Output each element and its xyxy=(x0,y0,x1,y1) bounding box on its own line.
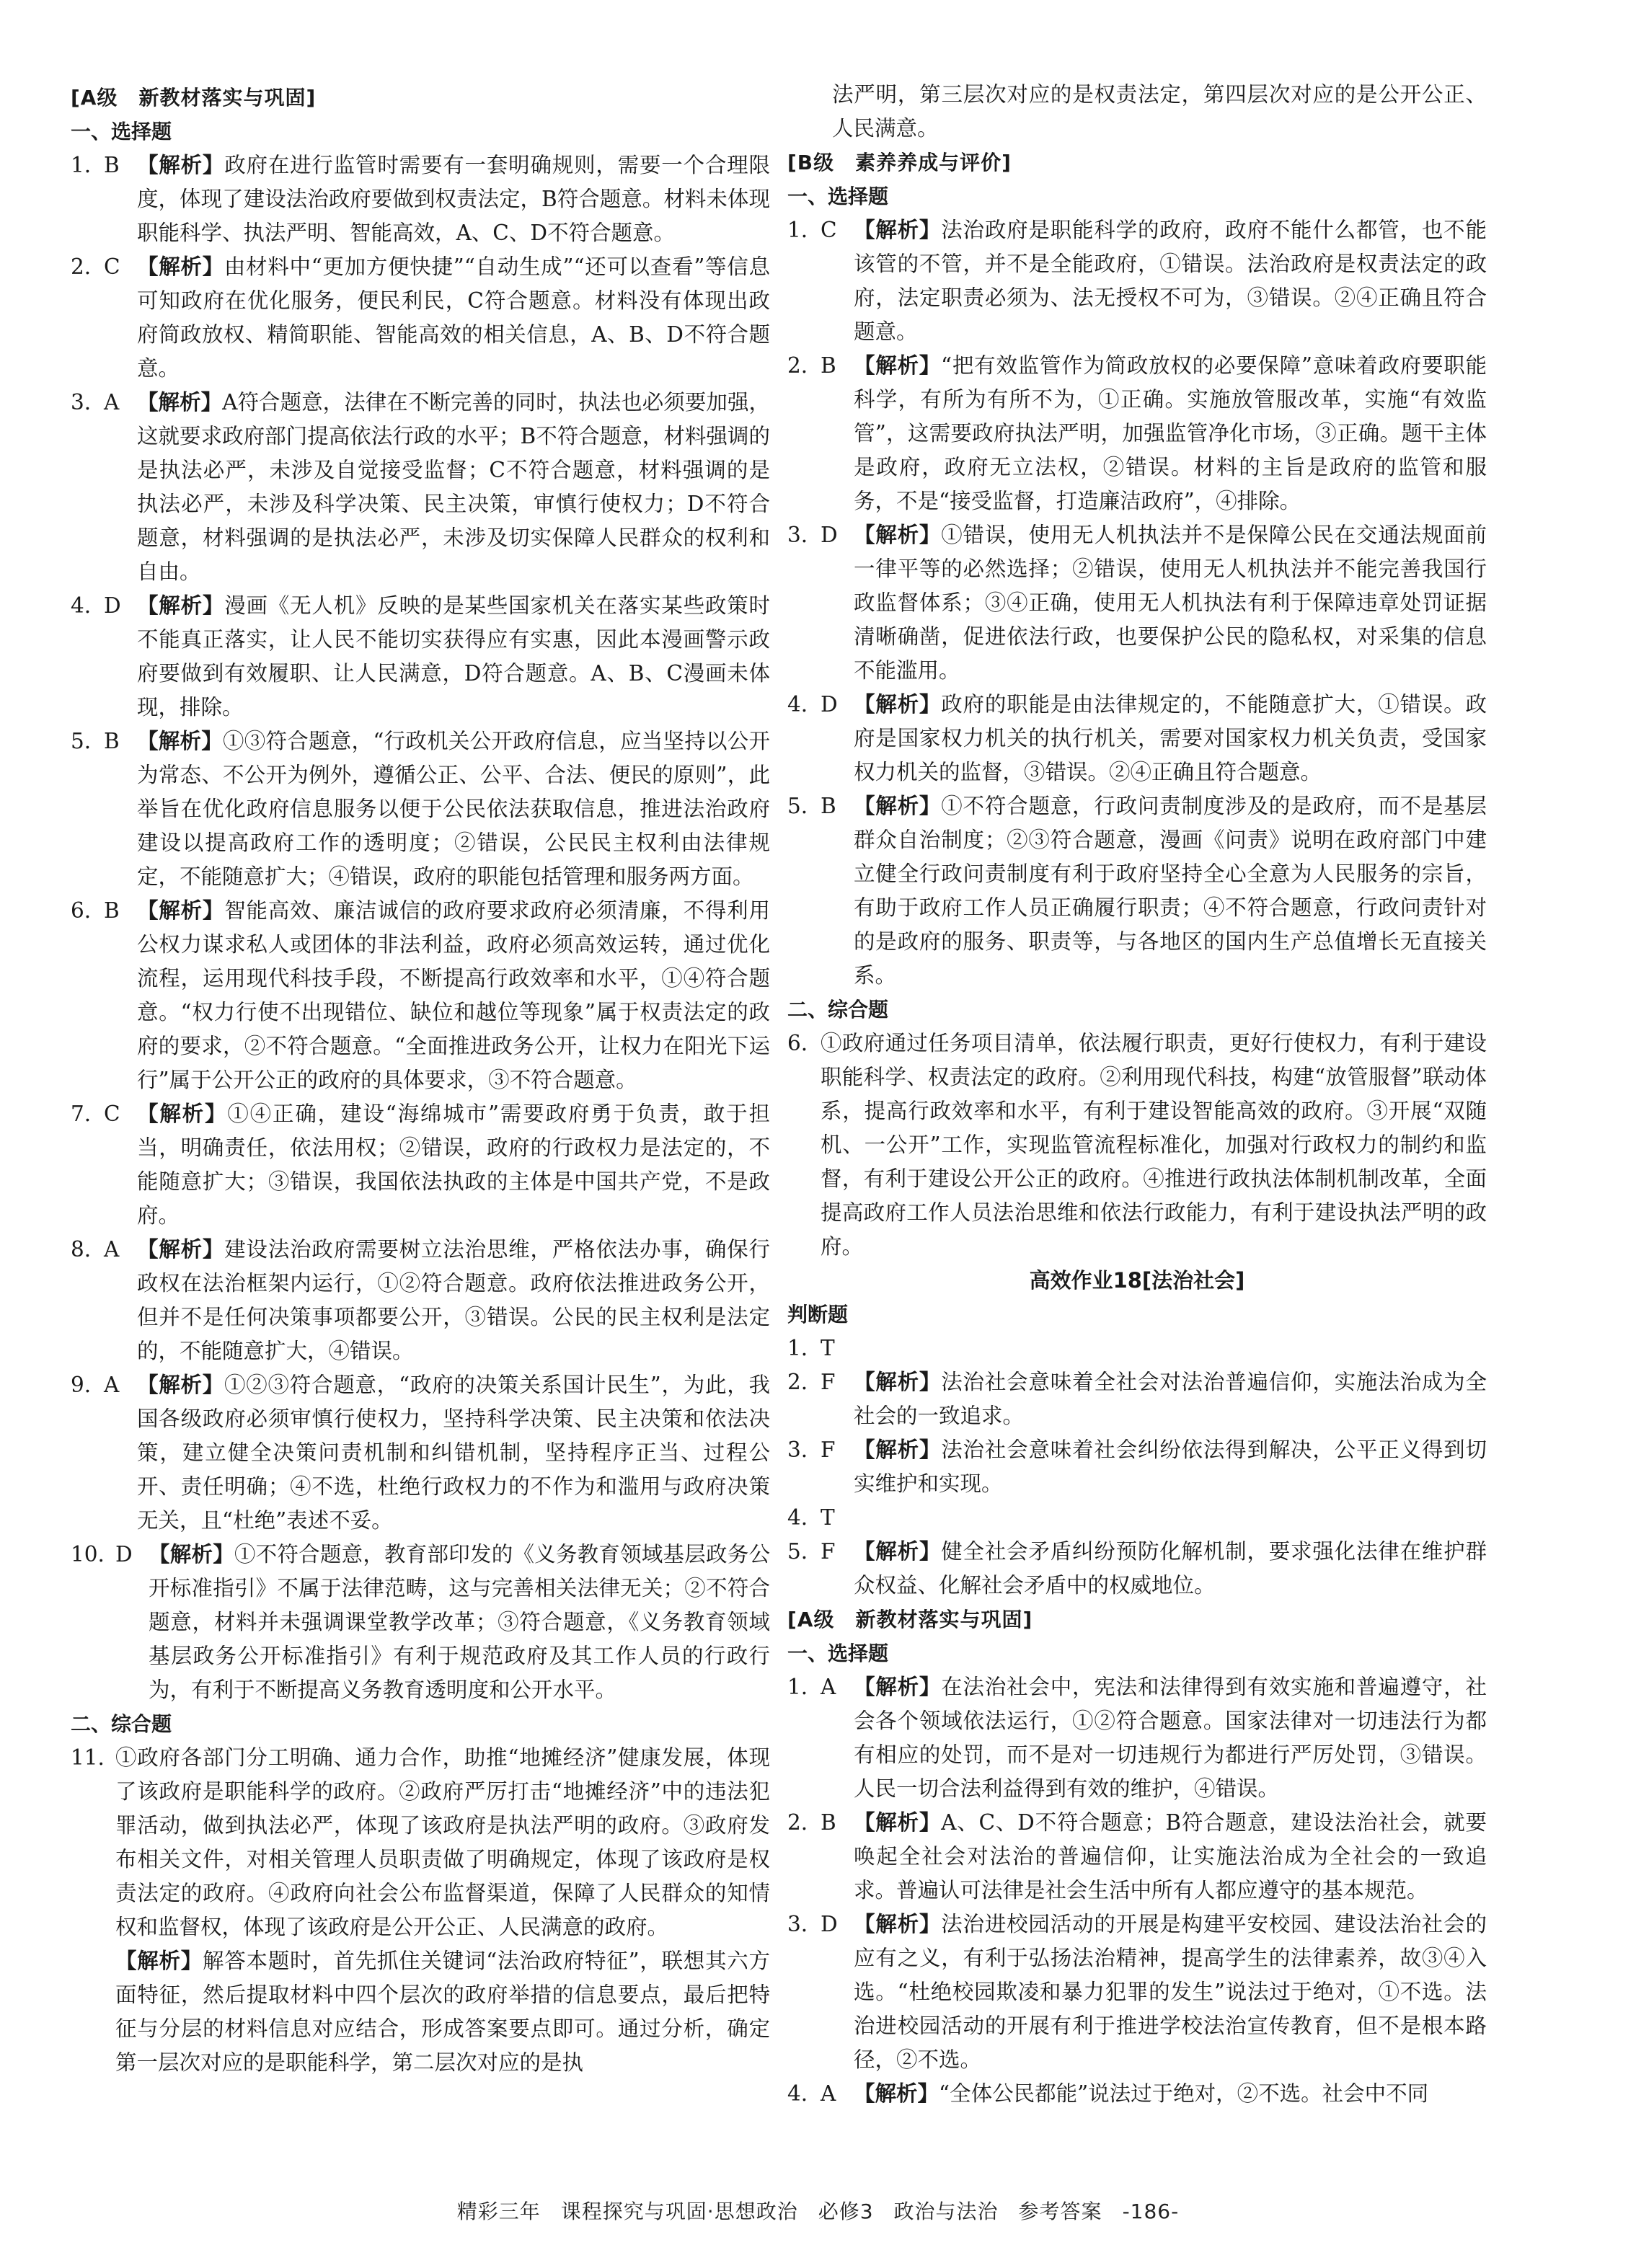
item-number: 11. xyxy=(71,1745,105,1770)
item-explanation xyxy=(854,349,1487,518)
section-heading-b: [B级 素养养成与评价] xyxy=(787,151,1012,174)
analysis-text: 政府在进行监管时需要有一套明确规则，需要一个合理限度，体现了建设法治政府要做到权责法定，B符合题意。材料未体现职能科学、执法严明、智能高效，A、C、D不符合题意。 xyxy=(137,153,770,245)
analysis-text: ①不符合题意，教育部印发的《义务教育领域基层政务公开标准指引》不属于法律范畴，这与完善相关法律无关；②不符合题意，材料并未强调课堂教学改革；③符合题意，《义务教育领域基层政务公开标准指引》有利于规范政府及其工作人员的行政行为，有利于不断提高义务教育透明度和公开水平。 xyxy=(149,1542,770,1702)
right-column xyxy=(787,78,1487,2111)
left-column xyxy=(71,81,770,2080)
analysis-tag: 【解析】 xyxy=(137,1373,225,1397)
analysis-text: ①不符合题意，行政问责制度涉及的是政府，而不是基层群众自治制度；②③符合题意，漫画《问责》说明在政府部门中建立健全行政问责制度有利于政府坚持全心全意为人民服务的宗旨，有助于政府工作人员正确履行职责；④不符合题意，行政问责针对的是政府的服务、职责等，与各地区的国内生产总值增长无直接关系。 xyxy=(854,794,1487,988)
analysis-tag: 【解析】 xyxy=(137,729,224,753)
analysis-tag: 【解析】 xyxy=(137,390,223,415)
item-explanation xyxy=(137,386,770,589)
answer-item xyxy=(787,1501,1487,1535)
answer-item xyxy=(71,894,770,1097)
item-number: 1. xyxy=(787,218,808,242)
analysis-tag: 【解析】 xyxy=(137,1102,228,1126)
analysis-text: ①错误，使用无人机执法并不是保障公民在交通法规面前一律平等的必然选择；②错误，使用无人机执法并不能完善我国行政监督体系；③④正确，使用无人机执法有利于保障违章处罚证据清晰确凿，促进依法行政，也要保护公民的隐私权，对采集的信息不能滥用。 xyxy=(854,523,1487,683)
answer-item xyxy=(787,1433,1487,1501)
item-number: 8. xyxy=(71,1237,92,1262)
item-answer-letter: F xyxy=(821,1370,836,1394)
item-number: 2. xyxy=(71,254,92,279)
item-answer-letter: D xyxy=(821,1912,838,1936)
item-answer-letter: C xyxy=(104,1102,120,1126)
answer-item xyxy=(787,213,1487,349)
analysis-text: 建设法治政府需要树立法治思维，严格依法办事，确保行政权在法治框架内运行，①②符合题意。政府依法推进政务公开，但并不是任何决策事项都要公开，③错误。公民的民主权利是法定的，不能随意扩大，④错误。 xyxy=(137,1237,770,1363)
analysis-tag: 【解析】 xyxy=(854,2081,939,2106)
analysis-tag: 【解析】 xyxy=(137,153,225,177)
right-answer-list xyxy=(787,213,1487,993)
judge-heading: 判断题 xyxy=(787,1303,849,1326)
analysis-text: A、C、D不符合题意；B符合题意，建设法治社会，就要唤起全社会对法治的普遍信仰，让实施法治成为全社会的一致追求。普遍认可法律是社会生活中所有人都应遵守的基本规范。 xyxy=(854,1810,1487,1902)
item-answer-letter: A xyxy=(104,390,120,415)
item-number: 1. xyxy=(787,1675,808,1699)
item-explanation xyxy=(137,1233,770,1368)
item-answer-text: ①政府各部门分工明确、通力合作，助推“地摊经济”健康发展，体现了该政府是职能科学的政府。②政府严厉打击“地摊经济”中的违法犯罪活动，做到执法必严，体现了该政府是执法严明的政府。③政府发布相关文件，对相关管理人员职责做了明确规定，体现了该政府是权责法定的政府。④政府向社会公布监督渠道，保障了人民群众的知情权和监督权，体现了该政府是公开公正、人民满意的政府。 xyxy=(115,1745,770,1939)
item-explanation xyxy=(149,1538,770,1707)
item-answer-letter: B xyxy=(821,353,836,378)
answer-item xyxy=(787,1670,1487,1806)
analysis-text: 法治政府是职能科学的政府，政府不能什么都管，也不能该管的不管，并不是全能政府，①错误。法治政府是权责法定的政府，法定职责必须为、法无授权不可为，③错误。②④正确且符合题意。 xyxy=(854,218,1487,344)
answer-item xyxy=(71,1368,770,1538)
analysis-tag: 【解析】 xyxy=(854,1370,942,1394)
item-number: 4. xyxy=(71,593,92,618)
item-explanation xyxy=(854,518,1487,688)
item-answer-text: ①政府通过任务项目清单，依法履行职责，更好行使权力，有利于建设职能科学、权责法定的政府。②利用现代科技，构建“放管服督”联动体系，提高行政效率和水平，有利于建设智能高效的政府。③开展“双随机、一公开”工作，实现监管流程标准化，加强对行政权力的制约和监督，有利于建设公开公正的政府。④推进行政执法体制机制改革，全面提高政府工作人员法治思维和依法行政能力，有利于建设执法严明的政府。 xyxy=(821,1031,1487,1259)
item-answer-letter: C xyxy=(821,218,837,242)
item-number: 2. xyxy=(787,353,808,378)
item-answer-letter: D xyxy=(104,593,121,618)
answer-item xyxy=(787,789,1487,993)
item-answer-letter: B xyxy=(104,898,120,923)
item-number: 1. xyxy=(787,1336,808,1360)
item-number: 1. xyxy=(71,153,92,177)
item-explanation xyxy=(137,589,770,725)
analysis-text: 在法治社会中，宪法和法律得到有效实施和普遍遵守，社会各个领域依法运行，①②符合题意。国家法律对一切违法行为都有相应的处罚，而不是对一切违规行为都进行严厉处罚，③错误。人民一切合法利益得到有效的维护，④错误。 xyxy=(854,1675,1487,1801)
answer-item-6 xyxy=(787,1027,1487,1264)
item-explanation xyxy=(854,2077,1487,2111)
item-number: 2. xyxy=(787,1810,808,1835)
analysis-tag: 【解析】 xyxy=(854,1810,942,1835)
item-explanation xyxy=(854,688,1487,789)
analysis-tag: 【解析】 xyxy=(854,523,942,547)
item-explanation xyxy=(854,1806,1487,1908)
analysis-text: ①④正确，建设“海绵城市”需要政府勇于负责，敢于担当，明确责任，依法用权；②错误，政府的行政权力是法定的，不能随意扩大；③错误，我国依法执政的主体是中国共产党，不是政府。 xyxy=(137,1102,770,1228)
page-footer xyxy=(0,2196,1636,2225)
item-number: 4. xyxy=(787,692,808,717)
item-number: 5. xyxy=(71,729,92,753)
item-explanation xyxy=(137,1368,770,1538)
carry-over-text: 法严明，第三层次对应的是权责法定，第四层次对应的是公开公正、人民满意。 xyxy=(832,82,1487,141)
analysis-text: 法治社会意味着社会纠纷依法得到解决，公平正义得到切实维护和实现。 xyxy=(854,1438,1487,1496)
analysis-text: “全体公民都能”说法过于绝对，②不选。社会中不同 xyxy=(939,2081,1429,2106)
item-number: 4. xyxy=(787,2081,808,2106)
analysis-tag: 【解析】 xyxy=(854,353,942,378)
answer-item-11 xyxy=(71,1741,770,1944)
analysis-tag: 【解析】 xyxy=(854,1438,942,1462)
answer-item xyxy=(787,1806,1487,1908)
analysis-tag: 【解析】 xyxy=(137,1237,225,1262)
footer-subject: 政治与法治 xyxy=(893,2200,999,2223)
analysis-tag: 【解析】 xyxy=(854,1539,942,1564)
item-number: 5. xyxy=(787,1539,808,1564)
answer-item xyxy=(71,725,770,894)
analysis-text: 健全社会矛盾纠纷预防化解机制，要求强化法律在维护群众权益、化解社会矛盾中的权威地位。 xyxy=(854,1539,1487,1598)
answer-item xyxy=(787,2077,1487,2111)
item-number: 3. xyxy=(71,390,92,415)
item-answer-letter: D xyxy=(821,692,838,717)
answer-item xyxy=(787,1365,1487,1433)
item-answer-letter: B xyxy=(821,794,836,818)
choice-heading: 一、选择题 xyxy=(787,185,889,208)
item-number: 3. xyxy=(787,523,808,547)
analysis-text: 漫画《无人机》反映的是某些国家机关在落实某些政策时不能真正落实，让人民不能切实获得应有实惠，因此本漫画警示政府要做到有效履职、让人民满意，D符合题意。A、B、C漫画未体现，排除。 xyxy=(137,593,770,719)
footer-series: 精彩三年 xyxy=(456,2200,541,2223)
right-answer-list-2 xyxy=(787,1670,1487,2111)
item-answer-letter: A xyxy=(104,1237,120,1262)
item-answer-letter: A xyxy=(104,1373,120,1397)
answer-item xyxy=(71,589,770,725)
left-answer-list xyxy=(71,149,770,1707)
answer-item xyxy=(787,1535,1487,1603)
item-explanation xyxy=(854,1433,1487,1501)
choice-heading: 一、选择题 xyxy=(71,120,172,143)
analysis-note xyxy=(71,1944,770,2080)
analysis-tag: 【解析】 xyxy=(149,1542,234,1567)
footer-book: 课程探究与巩固·思想政治 xyxy=(560,2200,798,2223)
item-number: 10. xyxy=(71,1542,105,1567)
item-explanation xyxy=(137,250,770,386)
item-answer-letter: A xyxy=(821,1675,836,1699)
analysis-tag: 【解析】 xyxy=(137,593,225,618)
item-answer-letter: T xyxy=(821,1336,835,1360)
analysis-tag: 【解析】 xyxy=(854,218,942,242)
item-explanation xyxy=(854,789,1487,993)
answer-item xyxy=(71,149,770,250)
analysis-text: 由材料中“更加方便快捷”“自动生成”“还可以查看”等信息可知政府在优化服务，便民利民，C符合题意。材料没有体现出政府简政放权、精简职能、智能高效的相关信息，A、B、D不符合题意。 xyxy=(137,254,770,381)
item-explanation xyxy=(137,894,770,1097)
answer-item xyxy=(71,250,770,386)
choice-heading-2: 一、选择题 xyxy=(787,1642,889,1665)
analysis-text: 智能高效、廉洁诚信的政府要求政府必须清廉，不得利用公权力谋求私人或团体的非法利益，政府必须高效运转，通过优化流程，运用现代科技手段，不断提高行政效率和水平，①④符合题意。“权力行使不出现错位、缺位和越位等现象”属于权责法定的政府的要求，②不符合题意。“全面推进政务公开，让权力在阳光下运行”属于公开公正的政府的具体要求，③不符合题意。 xyxy=(137,898,770,1092)
item-answer-letter: D xyxy=(821,523,838,547)
item-number: 2. xyxy=(787,1370,808,1394)
answer-item xyxy=(787,349,1487,518)
item-explanation xyxy=(854,1365,1487,1433)
analysis-text: “把有效监管作为简政放权的必要保障”意味着政府要职能科学，有所为有所不为，①正确。实施放管服改革，实施“有效监管”，这需要政府执法严明，加强监管净化市场，③正确。题干主体是政府，政府无立法权，②错误。材料的主旨是政府的监管和服务，不是“接受监督，打造廉洁政府”，④排除。 xyxy=(854,353,1487,513)
judge-answer-list xyxy=(787,1332,1487,1603)
item-number: 5. xyxy=(787,794,808,818)
homework-title: 高效作业18[法治社会] xyxy=(1029,1268,1245,1293)
item-number: 4. xyxy=(787,1505,808,1530)
item-answer-letter: D xyxy=(115,1542,133,1567)
item-number: 3. xyxy=(787,1438,808,1462)
answer-item xyxy=(787,1332,1487,1365)
footer-part: 参考答案 xyxy=(1018,2200,1102,2223)
analysis-text: A符合题意，法律在不断完善的同时，执法也必须要加强，这就要求政府部门提高依法行政的水平；B不符合题意，材料强调的是执法必严，未涉及自觉接受监督；C不符合题意，材料强调的是执法必严，未涉及科学决策、民主决策，审慎行使权力；D不符合题意，材料强调的是执法必严，未涉及切实保障人民群众的权利和自由。 xyxy=(137,390,770,584)
page-number: -186- xyxy=(1122,2200,1180,2223)
item-explanation xyxy=(854,1535,1487,1603)
analysis-text: 法治进校园活动的开展是构建平安校园、建设法治社会的应有之义，有利于弘扬法治精神，提高学生的法律素养，故③④入选。“杜绝校园欺凌和暴力犯罪的发生”说法过于绝对，①不选。法治进校园活动的开展有利于推进学校法治宣传教育，但不是根本路径，②不选。 xyxy=(854,1912,1487,2072)
item-answer-letter: F xyxy=(821,1438,836,1462)
analysis-text: 解答本题时，首先抓住关键词“法治政府特征”，联想其六方面特征，然后提取材料中四个层次的政府举措的信息要点，最后把特征与分层的材料信息对应结合，形成答案要点即可。通过分析，确定第一层次对应的是职能科学，第二层次对应的是执 xyxy=(115,1949,770,2075)
item-answer-letter: F xyxy=(821,1539,836,1564)
section-heading-a: [A级 新教材落实与巩固] xyxy=(71,86,317,110)
item-answer-letter: T xyxy=(821,1505,835,1530)
item-explanation xyxy=(854,1908,1487,2077)
analysis-tag: 【解析】 xyxy=(854,794,942,818)
analysis-text: 法治社会意味着全社会对法治普遍信仰，实施法治成为全社会的一致追求。 xyxy=(854,1370,1487,1428)
item-answer-letter: C xyxy=(104,254,120,279)
item-answer-letter: B xyxy=(104,153,120,177)
item-number: 6. xyxy=(787,1031,808,1055)
item-answer-letter: B xyxy=(104,729,120,753)
analysis-tag: 【解析】 xyxy=(115,1949,203,1973)
section-heading-a2: [A级 新教材落实与巩固] xyxy=(787,1608,1033,1631)
analysis-tag: 【解析】 xyxy=(854,1912,942,1936)
item-number: 7. xyxy=(71,1102,92,1126)
answer-item xyxy=(787,688,1487,789)
footer-volume: 必修3 xyxy=(818,2200,874,2223)
answer-item xyxy=(71,1233,770,1368)
analysis-tag: 【解析】 xyxy=(137,254,224,279)
analysis-text: ①③符合题意，“行政机关公开政府信息，应当坚持以公开为常态、不公开为例外，遵循公正、公平、合法、便民的原则”，此举旨在优化政府信息服务以便于公民依法获取信息，推进法治政府建设以提高政府工作的透明度；②错误，公民民主权利由法律规定，不能随意扩大；④错误，政府的职能包括管理和服务两方面。 xyxy=(137,729,770,889)
answer-item xyxy=(787,1908,1487,2077)
item-answer-letter: A xyxy=(821,2081,836,2106)
answer-item xyxy=(71,1097,770,1233)
analysis-tag: 【解析】 xyxy=(854,1675,942,1699)
item-answer-letter: B xyxy=(821,1810,836,1835)
answer-item xyxy=(71,1538,770,1707)
item-number: 3. xyxy=(787,1912,808,1936)
item-number: 9. xyxy=(71,1373,92,1397)
comprehensive-heading: 二、综合题 xyxy=(787,998,889,1022)
analysis-text: 政府的职能是由法律规定的，不能随意扩大，①错误。政府是国家权力机关的执行机关，需要对国家权力机关负责，受国家权力机关的监督，③错误。②④正确且符合题意。 xyxy=(854,692,1487,784)
item-explanation xyxy=(854,213,1487,349)
item-number: 6. xyxy=(71,898,92,923)
answer-item xyxy=(787,518,1487,688)
analysis-tag: 【解析】 xyxy=(137,898,225,923)
analysis-text: ①②③符合题意，“政府的决策关系国计民生”，为此，我国各级政府必须审慎行使权力，坚持科学决策、民主决策和依法决策，建立健全决策问责机制和纠错机制，坚持程序正当、过程公开、责任明确；④不选，杜绝行政权力的不作为和滥用与政府决策无关，且“杜绝”表述不妥。 xyxy=(137,1373,770,1533)
comprehensive-heading: 二、综合题 xyxy=(71,1712,172,1736)
answer-item xyxy=(71,386,770,589)
item-explanation xyxy=(854,1670,1487,1806)
analysis-tag: 【解析】 xyxy=(854,692,942,717)
item-explanation xyxy=(137,149,770,250)
item-explanation xyxy=(137,725,770,894)
item-explanation xyxy=(137,1097,770,1233)
